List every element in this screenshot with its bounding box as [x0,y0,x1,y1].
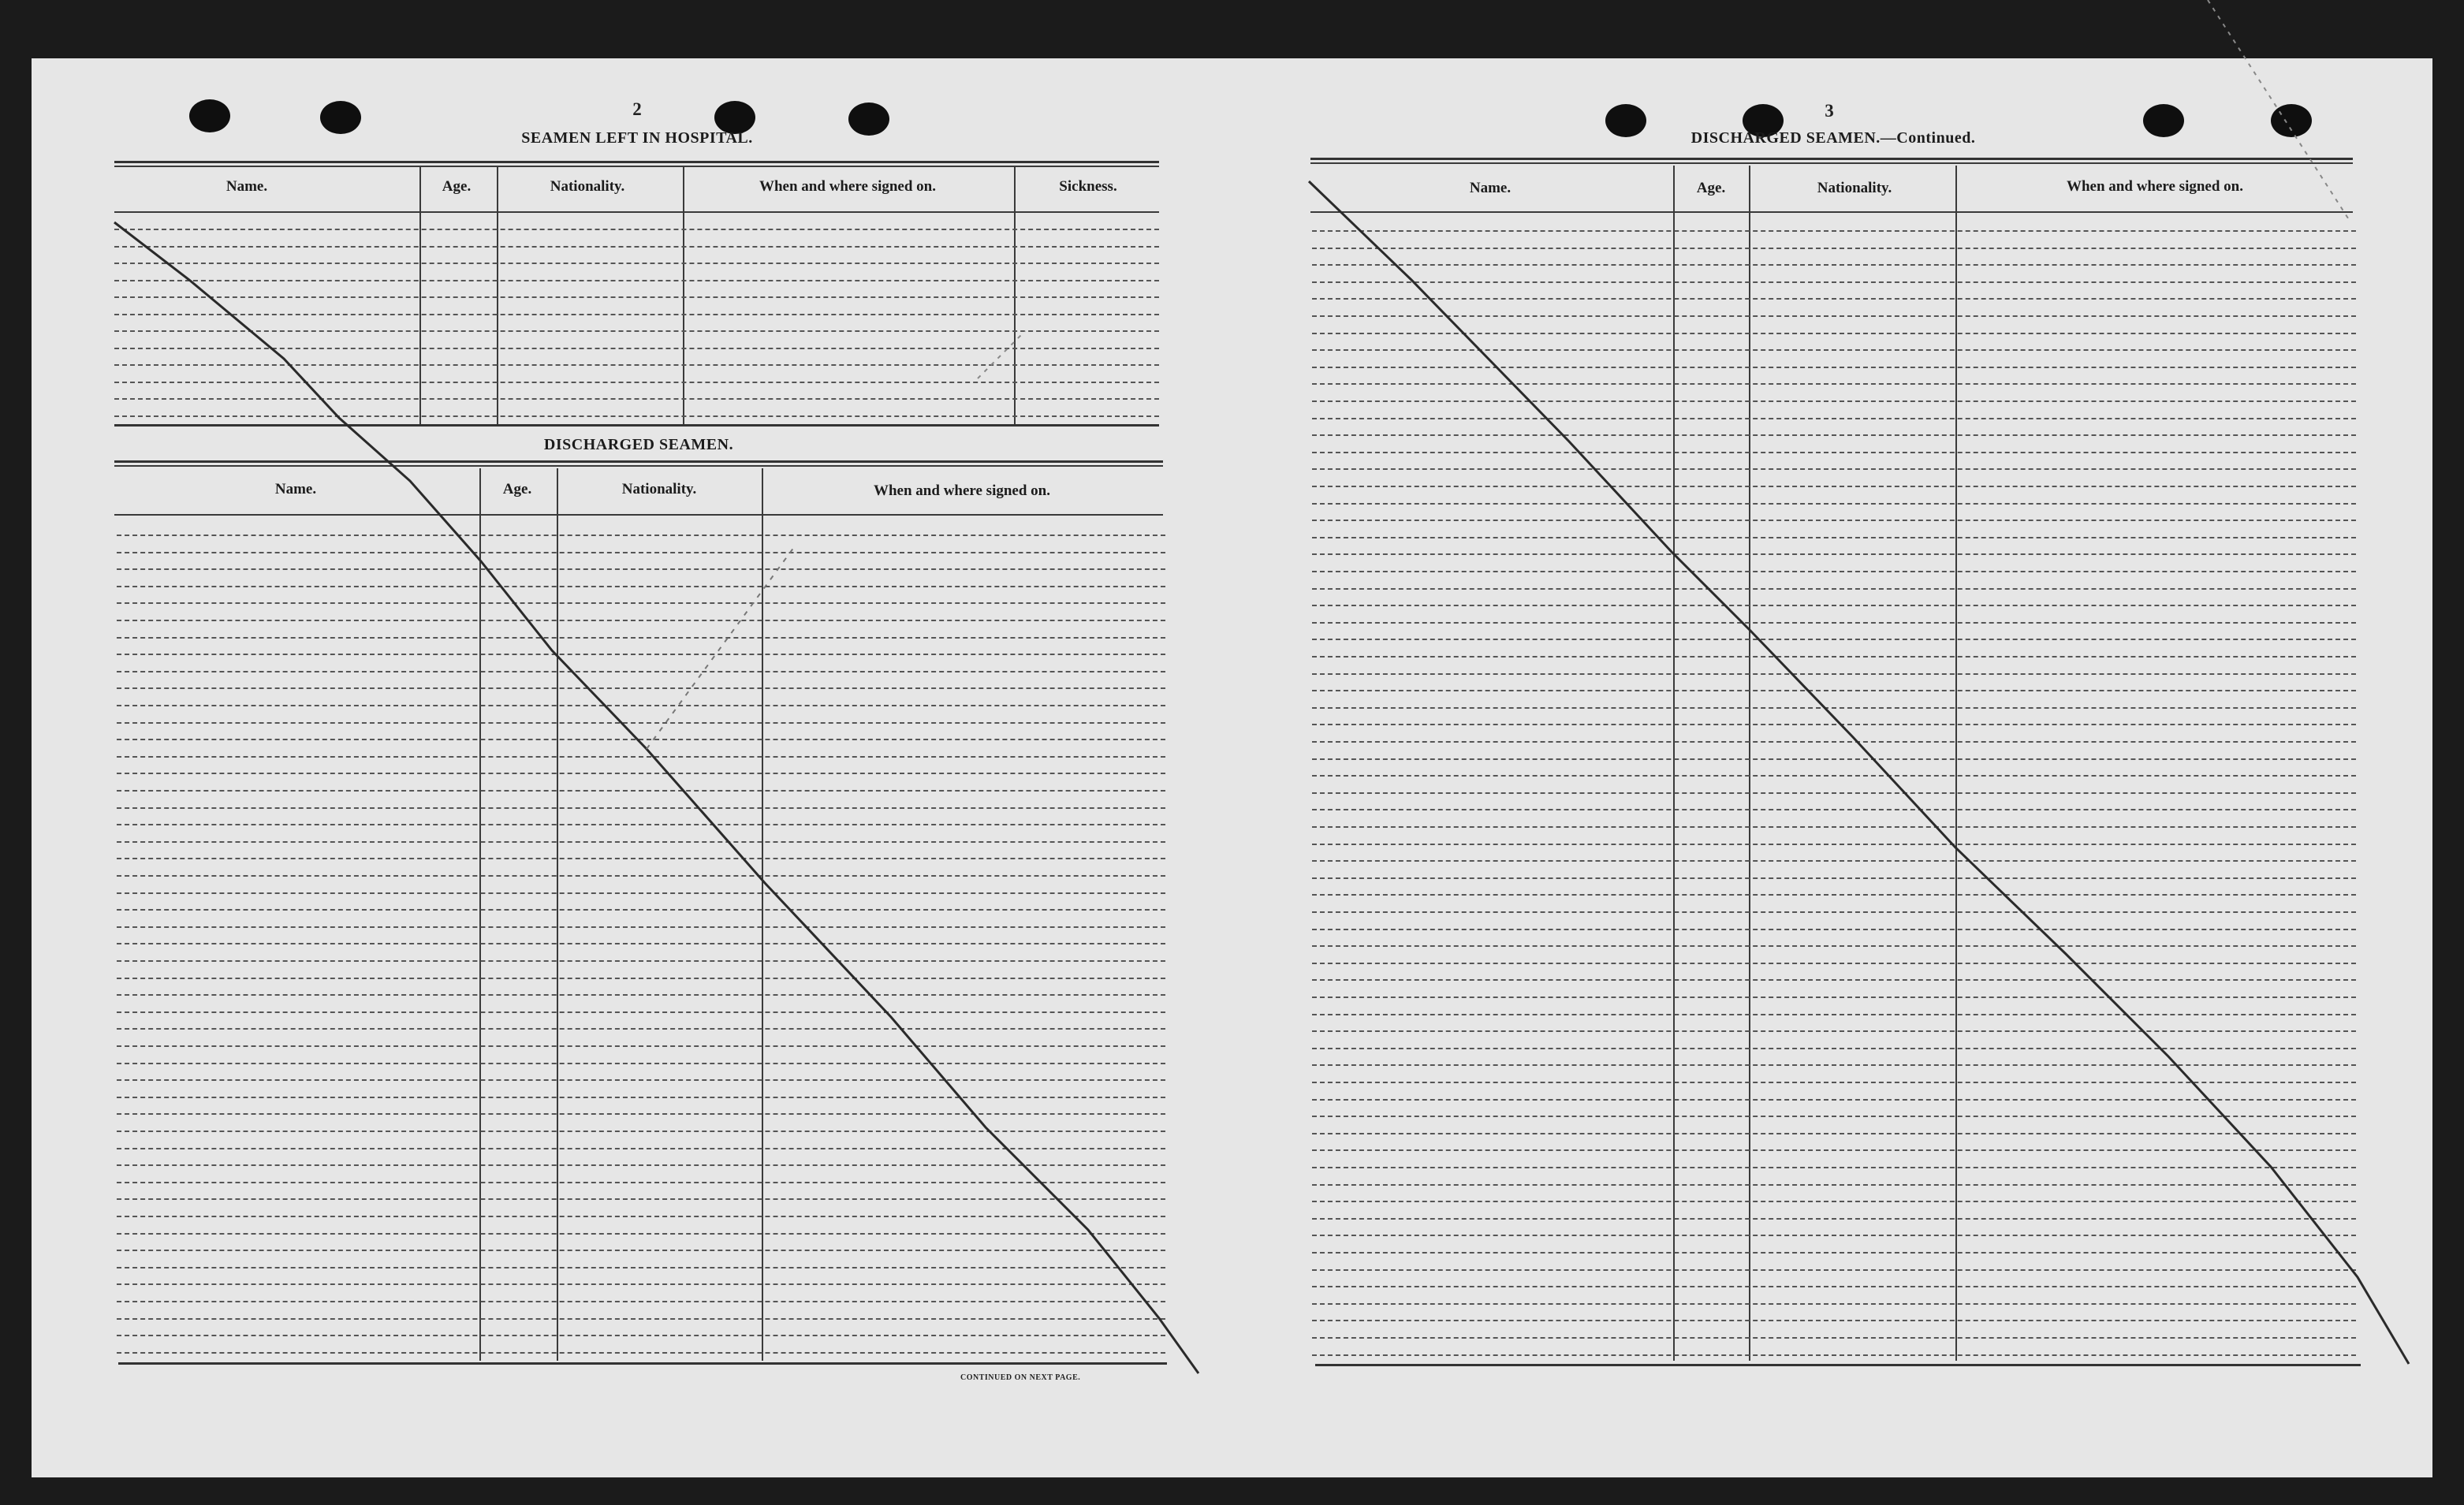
continued-note: CONTINUED ON NEXT PAGE. [960,1373,1081,1382]
right-col-name: Name. [1469,180,1512,196]
hospital-col-age: Age. [442,178,472,195]
hospital-section-title: SEAMEN LEFT IN HOSPITAL. [521,129,753,147]
hospital-col-signed-on: When and where signed on. [759,178,937,195]
continued-section-title: DISCHARGED SEAMEN.—Continued. [1691,129,1976,147]
right-pencil-mark [2208,0,2350,221]
page-number: 3 [1825,101,1834,121]
hospital-col-nationality: Nationality. [550,178,625,195]
hospital-col-sickness: Sickness. [1059,178,1117,195]
left-pencil-mark [647,544,796,749]
hospital-col-name: Name. [226,178,268,195]
right-col-nationality: Nationality. [1817,180,1892,196]
discharged-section-title: DISCHARGED SEAMEN. [543,436,734,453]
left-pencil-mark-top [978,331,1025,378]
right-col-signed-on: When and where signed on. [2066,178,2244,195]
discharged-col-age: Age. [502,481,532,497]
discharged-col-signed-on: When and where signed on. [873,482,1051,499]
page-number: 2 [632,99,642,119]
right-cancel-stroke [1309,181,2409,1364]
discharged-col-name: Name. [274,481,317,497]
discharged-col-nationality: Nationality. [621,481,697,497]
right-col-age: Age. [1696,180,1726,196]
left-cancel-stroke [114,222,1198,1373]
